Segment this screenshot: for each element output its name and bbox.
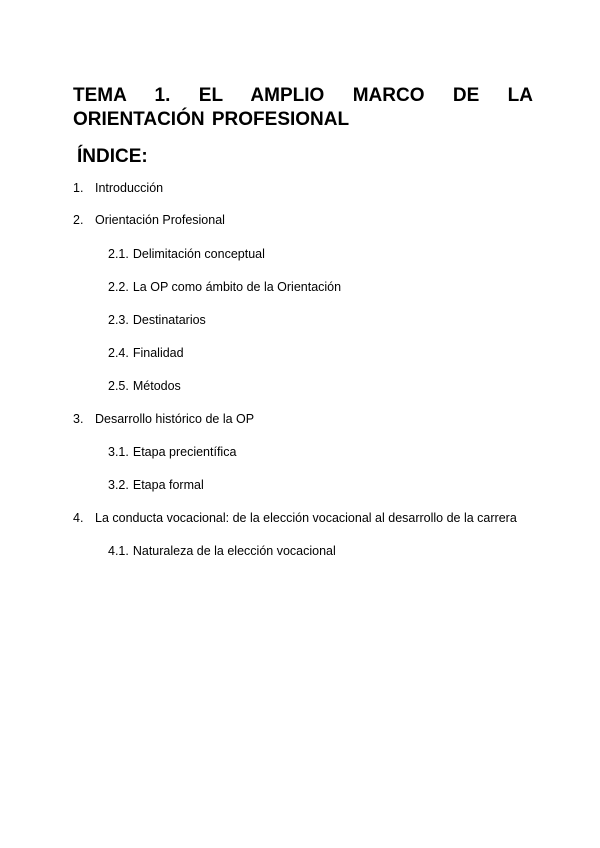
toc-item-3 xyxy=(73,411,254,427)
toc-item-number: 2.3. xyxy=(108,313,129,327)
toc-item-2-1 xyxy=(108,246,265,262)
toc-item-label: Etapa formal xyxy=(132,478,204,492)
toc-item-2-3 xyxy=(108,312,206,328)
toc-item-2-5 xyxy=(108,378,181,394)
toc-item-label: La conducta vocacional: de la elección vocacional al desarrollo de la carrera xyxy=(95,511,517,525)
toc-item-number: 2. xyxy=(73,213,84,227)
toc-item-number: 2.2. xyxy=(108,280,129,294)
toc-item-2-2 xyxy=(108,279,341,295)
toc-item-label: Etapa precientífica xyxy=(132,445,237,459)
toc-item-number: 3.1. xyxy=(108,445,129,459)
toc-item-number: 2.4. xyxy=(108,346,129,360)
toc-item-label: Introducción xyxy=(95,181,164,195)
toc-item-number: 2.5. xyxy=(108,379,129,393)
toc-item-number: 3.2. xyxy=(108,478,129,492)
toc-item-2-4 xyxy=(108,345,184,361)
toc-item-label: Desarrollo histórico de la OP xyxy=(95,412,255,426)
toc-item-number: 4.1. xyxy=(108,544,129,558)
toc-item-number: 3. xyxy=(73,412,84,426)
toc-item-number: 1. xyxy=(73,181,84,195)
toc-item-label: Naturaleza de la elección vocacional xyxy=(132,544,336,558)
toc-item-3-2 xyxy=(108,477,204,493)
toc-item-4-1 xyxy=(108,543,336,559)
toc-item-label: Destinatarios xyxy=(132,313,206,327)
toc-item-label: Finalidad xyxy=(132,346,184,360)
toc-item-label: Métodos xyxy=(132,379,181,393)
index-heading: ÍNDICE: xyxy=(77,146,148,167)
toc-item-number: 2.1. xyxy=(108,247,129,261)
toc-item-label: La OP como ámbito de la Orientación xyxy=(132,280,342,294)
toc-item-label: Delimitación conceptual xyxy=(132,247,265,261)
toc-item-2 xyxy=(73,212,225,228)
toc-item-label: Orientación Profesional xyxy=(95,213,225,227)
toc-item-number: 4. xyxy=(73,511,84,525)
toc-item-3-1 xyxy=(108,444,236,460)
toc-item-1 xyxy=(73,180,163,196)
document-title: TEMA 1. EL AMPLIO MARCO DE LA ORIENTACIÓN PROFESIONAL xyxy=(73,85,533,130)
toc-item-4 xyxy=(73,510,517,526)
